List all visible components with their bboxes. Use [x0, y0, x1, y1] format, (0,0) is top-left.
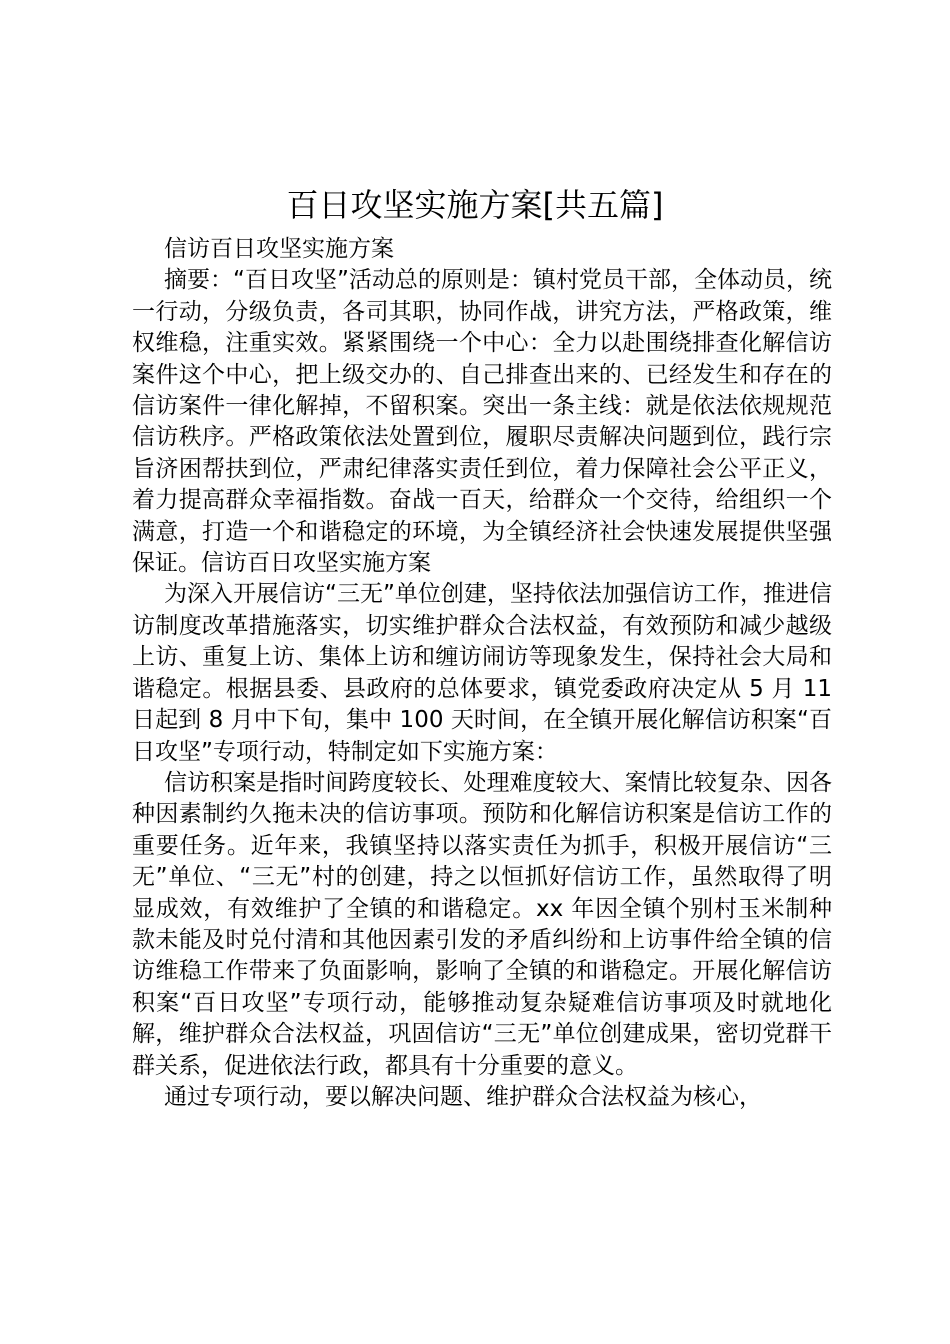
body-paragraph: 信访积案是指时间跨度较长、处理难度较大、案情比较复杂、因各种因素制约久拖未决的信访事项。预防和化解信访积案是信访工作的重要任务。近年来，我镇坚持以落实责任为抓手，积极开展信访“三无”单位、“三无”村的创建，持之以恒抓好信访工作，虽然取得了明显成效，有效维护了全镇的和谐稳定。xx 年因全镇个别村玉米制种款未能及时兑付清和其他因素引发的矛盾纠纷和上访事件给全镇的信访维稳工作带来了负面影响，影响了全镇的和谐稳定。开展化解信访积案“百日攻坚”专项行动，能够推动复杂疑难信访事项及时就地化解，维护群众合法权益，巩固信访“三无”单位创建成果，密切党群干群关系，促进依法行政，都具有十分重要的意义。: [132, 769, 832, 1079]
summary-paragraph: 摘要：“百日攻坚”活动总的原则是：镇村党员干部，全体动员，统一行动，分级负责，各司其职，协同作战，讲究方法，严格政策，维权维稳，注重实效。紧紧围绕一个中心：全力以赴围绕排查化解信访案件这个中心，把上级交办的、自己排查出来的、已经发生和存在的信访案件一律化解掉，不留积案。突出一条主线：就是依法依规规范信访秩序。严格政策依法处置到位，履职尽责解决问题到位，践行宗旨济困帮扶到位，严肃纪律落实责任到位，着力保障社会公平正义，着力提高群众幸福指数。奋战一百天，给群众一个交待，给组织一个满意，打造一个和谐稳定的环境，为全镇经济社会快速发展提供坚强保证。信访百日攻坚实施方案: [132, 267, 832, 577]
body-paragraph: 为深入开展信访“三无”单位创建，坚持依法加强信访工作，推进信访制度改革措施落实，切实维护群众合法权益，有效预防和减少越级上访、重复上访、集体上访和缠访闹访等现象发生，保持社会大局和谐稳定。根据县委、县政府的总体要求，镇党委政府决定从 5 月 11 日起到 8 月中下旬，集中 100 天时间，在全镇开展化解信访积案“百日攻坚”专项行动，特制定如下实施方案：: [132, 581, 832, 765]
body-paragraph: 通过专项行动，要以解决问题、维护群众合法权益为核心，: [164, 1083, 762, 1110]
document-body: [132, 234, 832, 1113]
document-title: 百日攻坚实施方案[共五篇]: [286, 186, 664, 224]
subtitle-paragraph: 信访百日攻坚实施方案: [164, 236, 394, 262]
